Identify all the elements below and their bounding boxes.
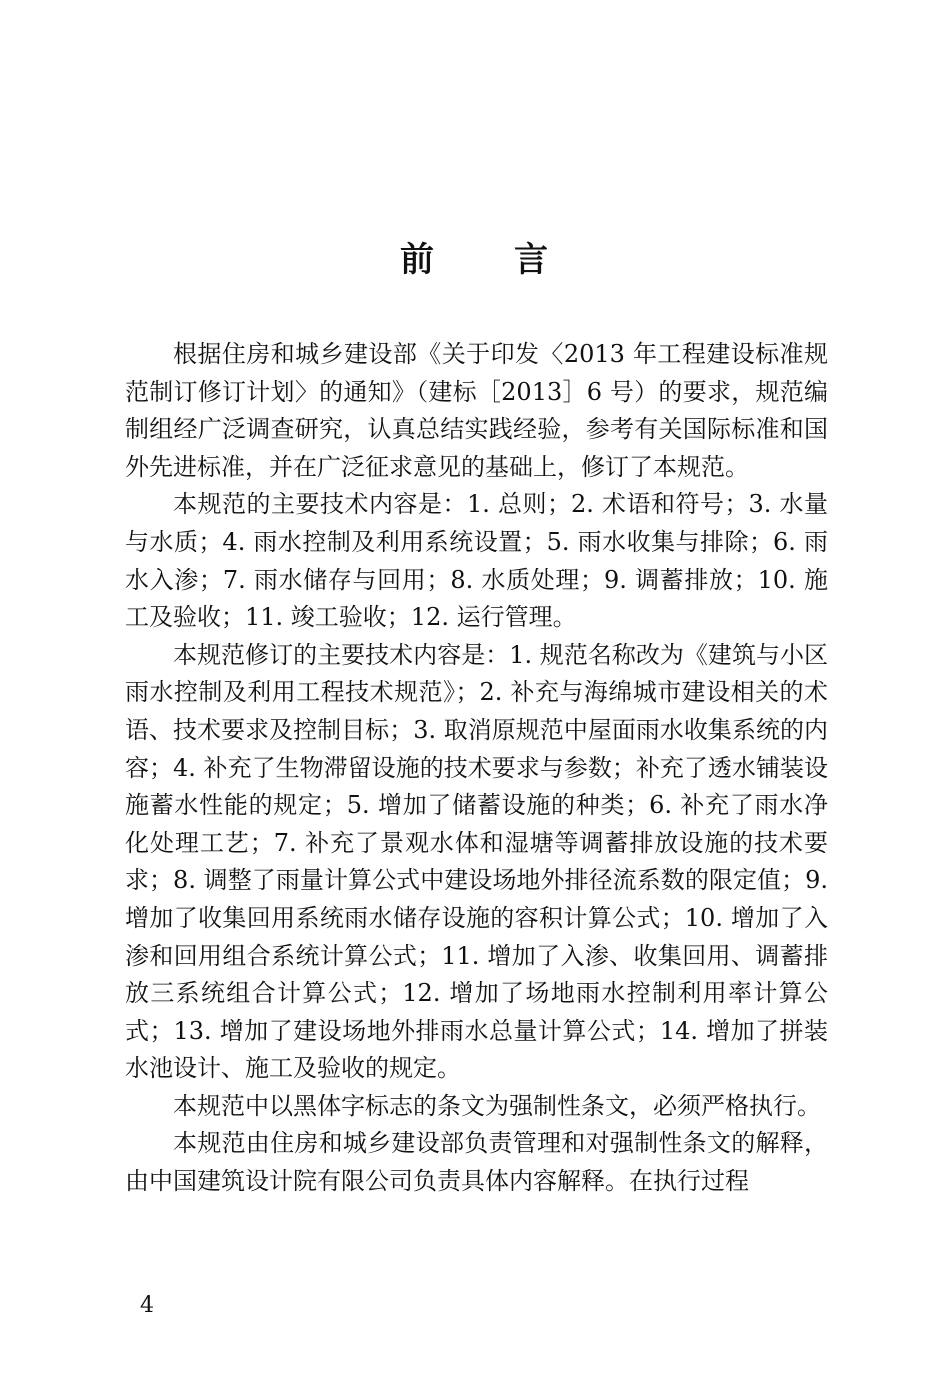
- page-title: [0, 232, 950, 281]
- preface-body: [125, 336, 828, 1201]
- page-number: 4: [140, 1293, 154, 1318]
- paragraph-2: 本规范的主要技术内容是：1. 总则；2. 术语和符号；3. 水量与水质；4. 雨水控制及利用系统设置；5. 雨水收集与排除；6. 雨水入渗；7. 雨水储存与回用；8. 水质处理；9. 调蓄排放；10. 施工及验收；11. 竣工验收；12. 运行管理。: [125, 490, 828, 632]
- title-char-2: 言: [514, 240, 550, 280]
- paragraph-4: 本规范中以黑体字标志的条文为强制性条文，必须严格执行。: [173, 1091, 821, 1120]
- paragraph-1: 根据住房和城乡建设部《关于印发〈2013 年工程建设标准规范制订修订计划〉的通知》（建标［2013］6 号）的要求，规范编制组经广泛调查研究，认真总结实践经验，参考有关国际标准和国外先进标准，并在广泛征求意见的基础上，修订了本规范。: [125, 340, 828, 481]
- title-char-1: 前: [400, 240, 436, 280]
- paragraph-5: 本规范由住房和城乡建设部负责管理和对强制性条文的解释，由中国建筑设计院有限公司负责具体内容解释。在执行过程: [125, 1129, 828, 1196]
- paragraph-3: 本规范修订的主要技术内容是：1. 规范名称改为《建筑与小区雨水控制及利用工程技术规范》；2. 补充与海绵城市建设相关的术语、技术要求及控制目标；3. 取消原规范中屋面雨水收集系统的内容；4. 补充了生物滞留设施的技术要求与参数；补充了透水铺装设施蓄水性能的规定；5. 增加了储蓄设施的种类；6. 补充了雨水净化处理工艺；7. 补充了景观水体和湿塘等调蓄排放设施的技术要求；8. 调整了雨量计算公式中建设场地外排径流系数的限定值；9. 增加了收集回用系统雨水储存设施的容积计算公式；10. 增加了入渗和回用组合系统计算公式；11. 增加了入渗、收集回用、调蓄排放三系统组合计算公式；12. 增加了场地雨水控制利用率计算公式；13. 增加了建设场地外排雨水总量计算公式；14. 增加了拼装水池设计、施工及验收的规定。: [125, 640, 828, 1083]
